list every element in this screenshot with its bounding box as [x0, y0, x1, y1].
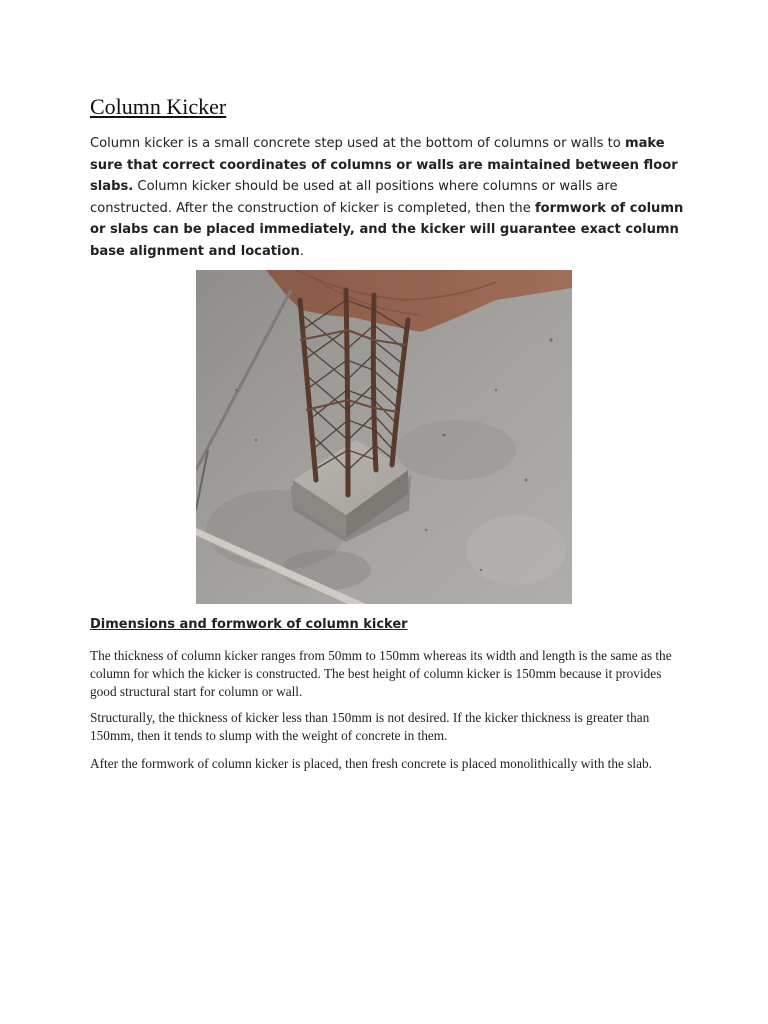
body-paragraph-2: Structurally, the thickness of kicker less than 150mm is not desired. If the kicker thickness is greater than 150mm, then it tends to slump with the weight of concrete in them.	[90, 710, 650, 743]
intro-text-3: .	[299, 243, 305, 259]
intro-bold-2: formwork of column or slabs can be placed immediately, and the kicker will guarantee exact column base alignment and location	[90, 200, 684, 259]
intro-bold-1: make sure that correct coordinates of columns or walls are maintained between floor slabs.	[90, 136, 678, 194]
intro-paragraph	[90, 133, 690, 262]
intro-text-2: Column kicker should be used at all positions where columns or walls are constructed. After the construction of kicker is completed, then the	[90, 179, 618, 216]
intro-text-1: Column kicker is a small concrete step used at the bottom of columns or walls to	[90, 136, 625, 151]
page-title: Column Kicker	[90, 94, 227, 119]
body-paragraph-3: After the formwork of column kicker is placed, then fresh concrete is placed monolithically with the slab.	[90, 756, 652, 771]
column-kicker-photo	[196, 270, 572, 604]
section-heading: Dimensions and formwork of column kicker	[90, 617, 408, 632]
body-paragraph-1: The thickness of column kicker ranges from 50mm to 150mm whereas its width and length is the same as the column for which the kicker is constructed. The best height of column kicker is 150mm because it provides good structural start for column or wall.	[90, 648, 672, 699]
